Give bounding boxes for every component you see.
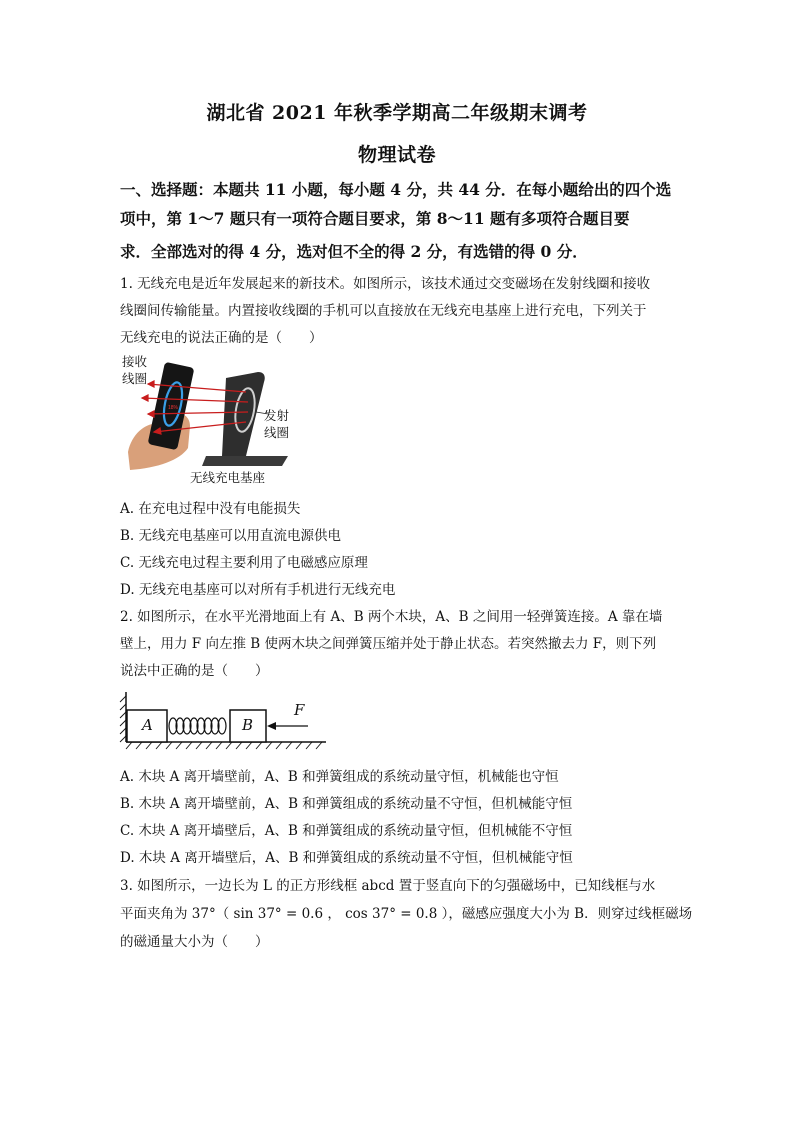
receive-coil-label-line-2: 线圈 bbox=[122, 371, 148, 386]
q1-option-c[interactable]: C. 无线充电过程主要利用了电磁感应原理 bbox=[120, 555, 368, 571]
block-b-label: B bbox=[242, 716, 254, 734]
section-instructions-line-2: 项中，第 1～7 题只有一项符合题目要求，第 8～11 题有多项符合题目要 bbox=[120, 209, 630, 228]
q3-stem-line-2: 平面夹角为 37°（ sin 37° = 0.6 ， cos 37° = 0.8 ），磁感应强度大小为 B．则穿过线框磁场 bbox=[120, 906, 693, 922]
q1-stem-line-2: 线圈间传输能量。内置接收线圈的手机可以直接放在无线充电基座上进行充电，下列关于 bbox=[120, 303, 647, 319]
q3-stem-line-3: 的磁通量大小为（ ） bbox=[120, 934, 269, 950]
q2-option-c[interactable]: C. 木块 A 离开墙壁后，A、B 和弹簧组成的系统动量守恒，但机械能不守恒 bbox=[120, 823, 573, 839]
q1-option-d[interactable]: D. 无线充电基座可以对所有手机进行无线充电 bbox=[120, 582, 396, 598]
section-instructions-line-1: 一、选择题：本题共 11 小题，每小题 4 分，共 44 分．在每小题给出的四个选 bbox=[120, 180, 672, 199]
section-instructions-line-3: 求．全部选对的得 4 分，选对但不全的得 2 分，有选错的得 0 分． bbox=[120, 242, 588, 261]
q2-stem-line-3: 说法中正确的是（ ） bbox=[120, 663, 269, 679]
q2-option-b[interactable]: B. 木块 A 离开墙壁前，A、B 和弹簧组成的系统动量不守恒，但机械能守恒 bbox=[120, 796, 573, 812]
q1-option-a[interactable]: A. 在充电过程中没有电能损失 bbox=[120, 501, 301, 517]
q1-wireless-charger-figure bbox=[118, 352, 308, 482]
q1-figure-caption: 无线充电基座 bbox=[190, 470, 266, 485]
q2-stem-line-2: 壁上，用力 F 向左推 B 使两木块之间弹簧压缩并处于静止状态。若突然撤去力 F，则下列 bbox=[120, 636, 657, 652]
receive-coil-label-line-1: 接收 bbox=[122, 354, 148, 369]
q1-stem-line-3: 无线充电的说法正确的是（ ） bbox=[120, 330, 323, 346]
exam-subtitle: 物理试卷 bbox=[357, 144, 436, 166]
block-a-label: A bbox=[142, 716, 153, 734]
q2-option-d[interactable]: D. 木块 A 离开墙壁后，A、B 和弹簧组成的系统动量不守恒，但机械能守恒 bbox=[120, 850, 573, 866]
force-label: F bbox=[294, 701, 305, 719]
send-coil-label-line-2: 线圈 bbox=[264, 425, 290, 440]
svg-text:18%: 18% bbox=[168, 405, 179, 411]
q1-option-b[interactable]: B. 无线充电基座可以用直流电源供电 bbox=[120, 528, 342, 544]
exam-title: 湖北省 2021 年秋季学期高二年级期末调考 bbox=[206, 102, 588, 124]
q2-spring-blocks-figure bbox=[118, 686, 330, 756]
send-coil-label-line-1: 发射 bbox=[264, 408, 290, 423]
q2-option-a[interactable]: A. 木块 A 离开墙壁前，A、B 和弹簧组成的系统动量守恒，机械能也守恒 bbox=[120, 769, 559, 785]
q1-stem-line-1: 1. 无线充电是近年发展起来的新技术。如图所示，该技术通过交变磁场在发射线圈和接收 bbox=[120, 276, 651, 292]
q3-stem-line-1: 3. 如图所示，一边长为 L 的正方形线框 abcd 置于竖直向下的匀强磁场中，已知线框与水 bbox=[120, 878, 656, 894]
q2-stem-line-1: 2. 如图所示，在水平光滑地面上有 A、B 两个木块，A、B 之间用一轻弹簧连接。A 靠在墙 bbox=[120, 609, 663, 625]
